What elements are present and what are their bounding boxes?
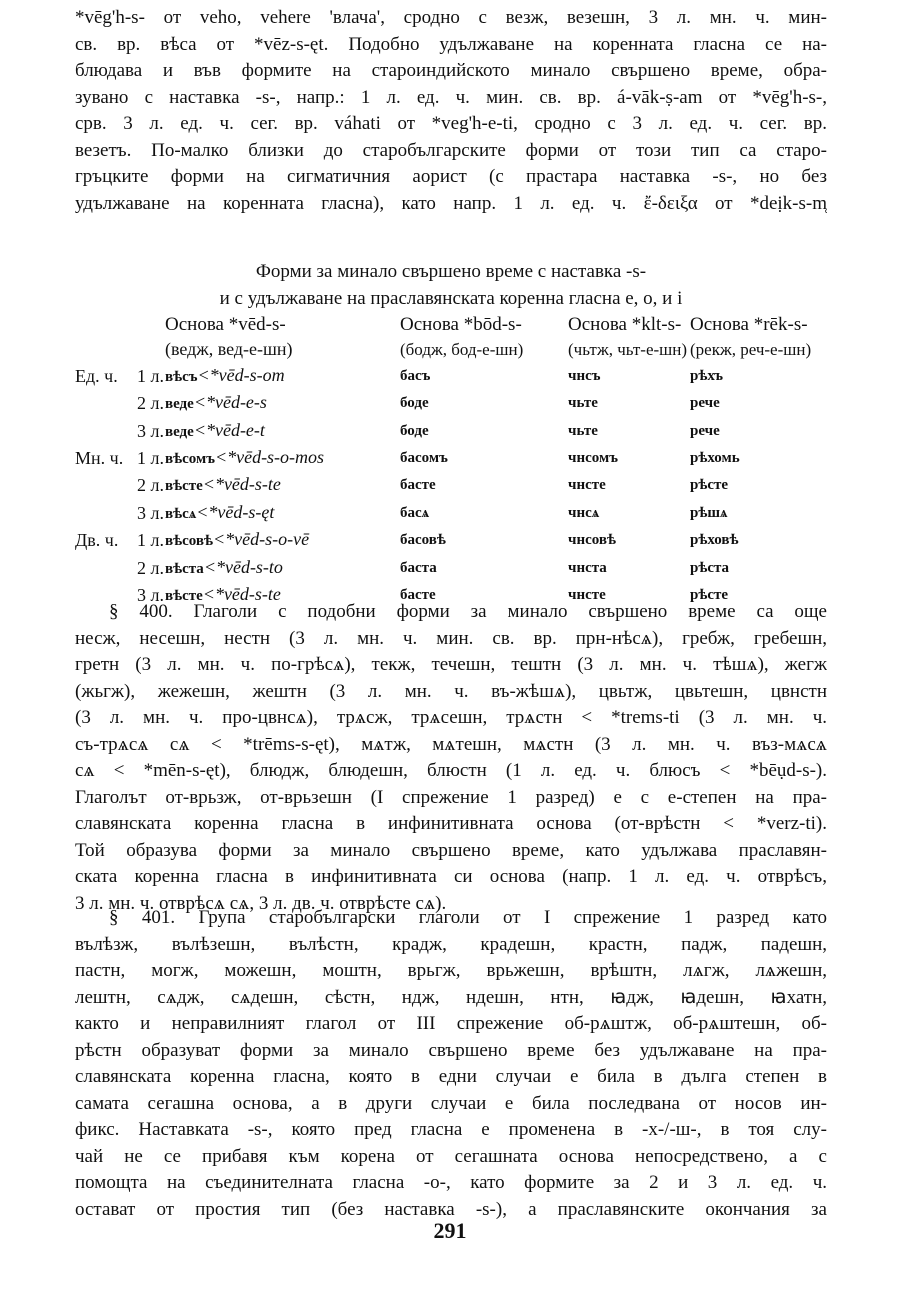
reconstructed-form: <*vēd-s-ęt	[196, 501, 275, 522]
grammatical-number	[75, 472, 137, 499]
text-line: Глаголът от-врьзж, от-врьзешн (I спрежение 1 разред) е с e-степен на пра-	[75, 786, 827, 808]
grammatical-number: Мн. ч.	[75, 448, 124, 469]
text-line: фикс. Наставката -s-, която пред гласна е променена в -х-/-ш-, в тоя слу-	[75, 1119, 827, 1140]
grammatical-number	[75, 500, 137, 527]
form-bod: басѧ	[400, 504, 430, 521]
form-klt: чьте	[568, 395, 598, 412]
form-bod: боде	[400, 395, 429, 412]
text-line: гретн (3 л. мн. ч. по-грѣсѧ), текж, течешн, тештн (3 л. мн. ч. тѣшѧ), жегж	[75, 654, 827, 675]
text-line: (3 л. мн. ч. про-цвнсѧ), трѧсж, трѧсешн, трѧстн < *trems-ti (3 л. мн. ч.	[75, 707, 827, 728]
reconstructed-form: <*vēd-s-te	[202, 474, 281, 495]
form-bod: басомъ	[400, 450, 448, 467]
table-row	[75, 555, 811, 582]
ocs-form: вѣсѧ	[165, 505, 197, 522]
text-line: § 401. Група старобългарски глаголи от I спрежение 1 разред като	[109, 907, 827, 928]
column-subheader: (рекж, реч-е-шн)	[690, 340, 812, 360]
column-subheader: (бодж, бод-е-шн)	[400, 340, 524, 360]
form-klt: чнсте	[568, 477, 606, 494]
grammatical-number: Ед. ч.	[75, 365, 118, 386]
table-row	[75, 390, 811, 417]
form-rek: рече	[690, 395, 720, 412]
column-header: Основа *klt-s-	[568, 314, 682, 335]
table-title-line: и с удължаване на праславянската коренна гласна e, o, и i	[219, 287, 683, 309]
form-bod: басте	[400, 477, 436, 494]
person: 2 л.	[137, 393, 164, 414]
column-header: Основа *vēd-s-	[165, 314, 286, 335]
text-line: срв. 3 л. ед. ч. сег. вр. váhati от *veg'h-e-ti, сродно с 3 л. ед. ч. сег. вр.	[75, 113, 827, 134]
person: 1 л.	[137, 365, 164, 386]
ocs-form: вѣсовѣ	[165, 533, 213, 550]
person: 2 л.	[137, 557, 164, 578]
form-ved	[165, 472, 400, 499]
text-line: рѣстн образуват форми за минало свършено време без удължаване на пра-	[75, 1039, 827, 1061]
ocs-form: вѣсомъ	[165, 451, 215, 468]
grammatical-number	[75, 390, 137, 417]
text-line: лештн, сѧдж, сѧдешн, сѣстн, ндж, ндешн, нтн, ꙗдж, ꙗдешн, ꙗхатн,	[75, 986, 827, 1008]
form-rek: рече	[690, 422, 720, 439]
reconstructed-form: <*vēd-s-o-mos	[214, 447, 325, 468]
form-ved	[165, 445, 400, 472]
text-line: помощта на съединителната гласна -о-, като формите за 2 и 3 л. ед. ч.	[75, 1172, 827, 1193]
reconstructed-form: <*vēd-s-to	[203, 556, 283, 577]
text-line: *vēg'h-s- от veho, vehere 'влача', сродно с везж, везешн, 3 л. мн. ч. мин-	[75, 7, 827, 28]
form-ved	[165, 527, 400, 554]
reconstructed-form: <*vēd-s-om	[197, 364, 285, 385]
form-klt: чнсъ	[568, 367, 601, 384]
form-klt: чнсовѣ	[568, 532, 616, 549]
text-line: везетъ. По-малко близки до старобългарските форми от този тип са старо-	[75, 139, 827, 161]
form-rek: рѣхъ	[690, 367, 724, 384]
reconstructed-form: <*vēd-s-o-vē	[213, 529, 310, 550]
aorist-forms-table	[75, 312, 811, 609]
form-klt: чнста	[568, 559, 607, 576]
person: 1 л.	[137, 448, 164, 469]
table-row	[75, 363, 811, 390]
text-line: зувано с наставка -s-, напр.: 1 л. ед. ч. мин. св. вр. á-vāk-ṣ-am от *vēg'h-s-,	[75, 86, 827, 108]
column-header: Основа *bōd-s-	[400, 314, 522, 335]
form-bod: баста	[400, 559, 437, 576]
text-line: (жьгж), жежешн, жештн (3 л. мн. ч. въ-жѣшѧ), цвьтж, цвьтешн, цвнстн	[75, 680, 827, 702]
grammatical-number	[75, 555, 137, 582]
text-line: св. вр. вѣса от *vēz-s-ęt. Подобно удължаване на коренната гласна се на-	[75, 33, 827, 55]
form-ved	[165, 500, 400, 527]
form-rek: рѣсте	[690, 587, 729, 604]
text-line: славянската коренна гласна, която в едни случаи е била в дълга степен в	[75, 1066, 827, 1087]
ocs-form: вѣсъ	[165, 368, 198, 385]
person: 3 л.	[137, 502, 164, 523]
form-klt: чьте	[568, 422, 598, 439]
table-title	[75, 259, 827, 312]
form-rek: рѣсте	[690, 477, 729, 494]
person: 1 л.	[137, 530, 164, 551]
column-subheader: (чьтж, чьт-е-шн)	[568, 340, 687, 360]
table-row	[75, 500, 811, 527]
form-rek: рѣшѧ	[690, 504, 728, 521]
text-line: 3 л. мн. ч. отврѣсѧ сѧ, 3 л. дв. ч. отврѣсте сѧ).	[75, 892, 447, 914]
paragraph-401	[75, 905, 827, 1223]
table-title-line: Форми за минало свършено време с наставка -s-	[255, 261, 647, 282]
text-line: ската коренна гласна в инфинитивната си основа (напр. 1 л. ед. ч. отврѣсъ,	[75, 866, 827, 887]
reconstructed-form: <*vēd-e-t	[193, 419, 265, 440]
ocs-form: вѣсте	[165, 588, 203, 605]
text-line: пастн, могж, можешн, моштн, врьгж, врьжешн, врѣштн, лѧгж, лѧжешн,	[75, 960, 827, 981]
ocs-form: веде	[165, 396, 194, 413]
text-line: остават от простия тип (без наставка -s-), а праславянските окончания за	[75, 1198, 827, 1220]
form-bod: басовѣ	[400, 532, 446, 549]
grammatical-number: Дв. ч.	[75, 530, 119, 551]
form-klt: чнсомъ	[568, 450, 618, 467]
reconstructed-form: <*vēd-s-te	[202, 584, 281, 605]
table-row	[75, 418, 811, 445]
text-line: сѧ < *mēn-s-ęt), блюдж, блюдешн, блюстн (1 л. ед. ч. блюсъ < *bēụd-s-).	[75, 760, 827, 781]
form-ved	[165, 363, 400, 390]
page-number: 291	[433, 1218, 467, 1243]
form-bod: басте	[400, 587, 436, 604]
column-header: Основа *rēk-s-	[690, 314, 808, 335]
table-row	[75, 445, 811, 472]
person: 2 л.	[137, 475, 164, 496]
paragraph-400	[75, 599, 827, 917]
text-line: удължаване на коренната гласна), като напр. 1 л. ед. ч. ἔ-δειξα от *deịk-s-m̥	[75, 192, 827, 214]
form-ved	[165, 390, 400, 417]
text-line: гръцките форми на сигматичния аорист (с прастара наставка -s-, но без	[75, 166, 827, 187]
text-line: чай не се прибавя към корена от сегашната основа непосредствено, а с	[75, 1145, 827, 1167]
grammatical-number	[75, 418, 137, 445]
form-klt: чнсѧ	[568, 504, 600, 521]
table-header-row	[75, 312, 811, 337]
form-ved	[165, 555, 400, 582]
table-subheader-row	[75, 337, 811, 362]
text-line: вълѣзж, вълѣзешн, вълѣстн, крадж, крадешн, крастн, падж, падешн,	[75, 933, 827, 955]
text-line: блюдава и във формите на староиндийското минало свършено време, обра-	[75, 60, 827, 81]
person: 3 л.	[137, 420, 164, 441]
text-line: § 400. Глаголи с подобни форми за минало свършено време са още	[109, 601, 827, 622]
text-line: съ-трѧсѧ сѧ < *trēms-s-ęt), мѧтж, мѧтешн, мѧстн (3 л. мн. ч. въз-мѧсѧ	[75, 733, 827, 755]
form-rek: рѣхомь	[690, 450, 740, 467]
form-bod: боде	[400, 422, 429, 439]
text-line: славянската коренна гласна в инфинитивната основа (от-врѣстн < *verz-ti).	[75, 813, 827, 834]
reconstructed-form: <*vēd-e-s	[193, 392, 267, 413]
paragraph-continuation	[75, 5, 827, 217]
form-ved	[165, 418, 400, 445]
text-line: както и неправилният глагол от III спрежение об-рѧштж, об-рѧштешн, об-	[75, 1013, 827, 1034]
column-subheader: (ведж, вед-е-шн)	[165, 339, 293, 360]
form-rek: рѣховѣ	[690, 532, 739, 549]
form-bod: басъ	[400, 367, 431, 384]
text-line: несж, несешн, нестн (3 л. мн. ч. мин. св. вр. прн-нѣсѧ), гребж, гребешн,	[75, 627, 827, 649]
person: 3 л.	[137, 585, 164, 606]
ocs-form: вѣсте	[165, 478, 203, 495]
ocs-form: веде	[165, 423, 194, 440]
table-row	[75, 527, 811, 554]
table-row	[75, 472, 811, 499]
form-klt: чнсте	[568, 587, 606, 604]
text-line: Той образува форми за минало свършено време, като удължава праславян-	[75, 839, 827, 861]
text-line: самата сегашна основа, а в други случаи е била последвана от носов ин-	[75, 1092, 827, 1114]
ocs-form: вѣста	[165, 560, 204, 577]
form-rek: рѣста	[690, 559, 730, 576]
